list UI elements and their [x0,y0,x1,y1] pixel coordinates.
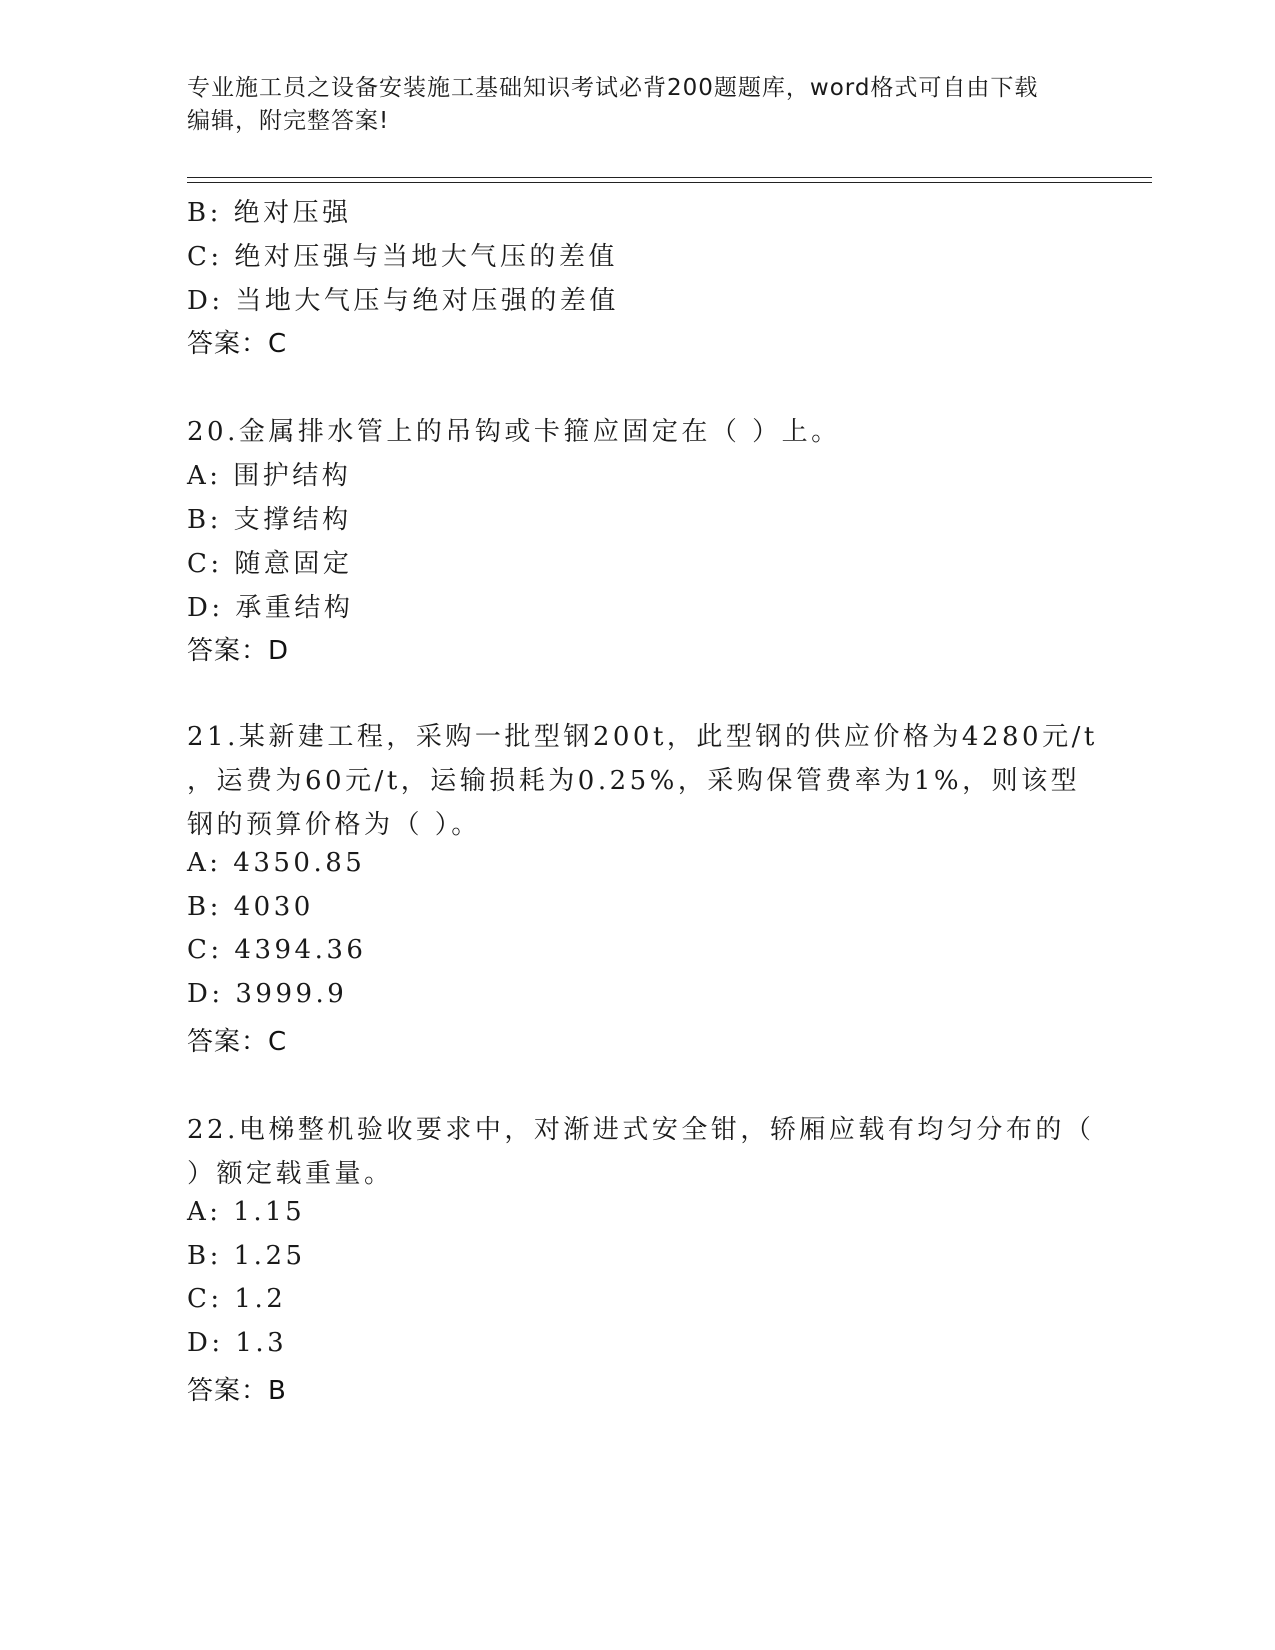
q21-option-b: B: 4030 [187,892,314,922]
q22-option-a: A: 1.15 [187,1197,306,1227]
header-title-line-2: 编辑，附完整答案! [187,108,390,134]
document-header [187,72,1087,138]
q21-option-d: D: 3999.9 [187,979,348,1009]
q20-option-c: C: 随意固定 [187,549,353,579]
q22-answer: 答案：B [187,1376,287,1406]
q19-answer: 答案：C [187,329,288,359]
q21-stem-line-3: 钢的预算价格为（ ）。 [187,810,481,840]
q20-option-d: D: 承重结构 [187,593,354,623]
q22-option-b: B: 1.25 [187,1241,306,1271]
q22-stem-line-2: ）额定载重量。 [187,1159,394,1189]
header-title-line-1: 专业施工员之设备安装施工基础知识考试必背200题题库，word格式可自由下载 [187,75,1039,101]
q19-option-d: D: 当地大气压与绝对压强的差值 [187,286,619,316]
q19-option-c: C: 绝对压强与当地大气压的差值 [187,242,618,272]
q22-stem-line-1: 22.电梯整机验收要求中，对渐进式安全钳，轿厢应载有均匀分布的（ [187,1115,1095,1145]
q19-option-b: B: 绝对压强 [187,198,352,228]
q20-answer: 答案：D [187,636,290,666]
q22-option-c: C: 1.2 [187,1284,287,1314]
q20-stem: 20.金属排水管上的吊钩或卡箍应固定在（ ）上。 [187,417,841,447]
q21-answer: 答案：C [187,1027,288,1057]
header-divider-top [187,177,1152,178]
q21-option-c: C: 4394.36 [187,935,367,965]
q21-option-a: A: 4350.85 [187,848,366,878]
q20-option-b: B: 支撑结构 [187,505,352,535]
q21-stem-line-2: ，运费为60元/t，运输损耗为0.25%，采购保管费率为1%，则该型 [187,766,1081,796]
q22-option-d: D: 1.3 [187,1328,288,1358]
header-divider-bottom [187,182,1152,183]
q21-stem-line-1: 21.某新建工程，采购一批型钢200t，此型钢的供应价格为4280元/t [187,722,1098,752]
q20-option-a: A: 围护结构 [187,461,352,491]
